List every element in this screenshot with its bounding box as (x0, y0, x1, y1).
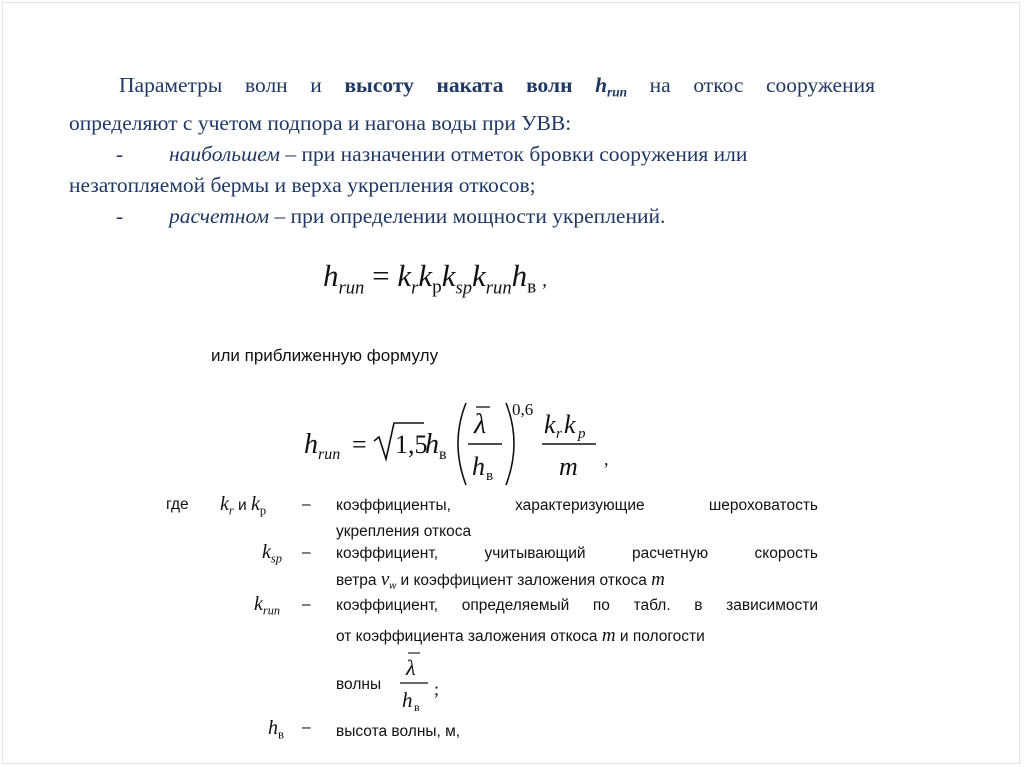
formula-symbol: k (564, 410, 576, 439)
formula-subscript: r (411, 277, 419, 299)
formula-symbol: k (472, 258, 486, 293)
text-segment: и коэффициент заложения откоса (396, 572, 652, 589)
semicolon: ; (434, 679, 440, 699)
symbol-subscript: run (262, 603, 281, 618)
bullet-2 (69, 201, 875, 232)
text-segment: и пологости (615, 628, 705, 645)
symbol-subscript: sp (270, 551, 282, 566)
formula-symbol: h (472, 452, 485, 481)
var-subscript: w (389, 580, 397, 592)
formula-subscript: в (527, 276, 537, 298)
symbol: k (262, 541, 271, 563)
formula-symbol: h (304, 429, 318, 460)
symbol-subscript: в (278, 727, 284, 742)
fraction-numerator: λ (406, 655, 416, 680)
definition-line: коэффициент, учитывающий расчетную скорость (336, 545, 818, 562)
formula-equals: = (352, 430, 367, 459)
symbol: k (251, 493, 260, 515)
bullet-term: наибольшем (169, 141, 281, 166)
formula-symbol: h (323, 258, 339, 293)
formula-symbol: k (418, 258, 433, 293)
definition-dash: – (302, 719, 311, 736)
formula-symbol: k (397, 258, 412, 293)
bullet-1 (69, 139, 875, 170)
definition-line: высота волны, м, (336, 723, 461, 740)
symbol-subscript: р (259, 503, 267, 518)
symbol: k (254, 593, 263, 615)
text-segment: Параметры волн и (119, 73, 345, 97)
bold-term: высоту наката волн (344, 73, 596, 97)
definition-line: укрепления откоса (336, 523, 472, 540)
formula-subscript: sp (455, 277, 473, 299)
formula-symbol: k (544, 410, 556, 439)
intro-paragraph (69, 70, 875, 232)
paragraph-line-2: определяют с учетом подпора и нагона воды при УВВ: (69, 110, 572, 135)
definition-symbol (268, 717, 284, 742)
definition-text (336, 593, 818, 650)
formula-exponent: 0,6 (512, 400, 534, 419)
fraction-denominator: h (402, 688, 413, 712)
text-segment: на откос сооружения (627, 73, 875, 97)
formula-symbol: m (559, 452, 578, 481)
fraction-subscript: в (414, 700, 420, 714)
bullet-dash: - (116, 141, 124, 166)
formula-comma: , (542, 270, 547, 291)
var-v: v (380, 569, 390, 590)
symbol: h (268, 717, 278, 739)
bullet-dash: - (116, 203, 124, 228)
text-segment: от коэффициента заложения откоса (336, 628, 602, 645)
h-run-subscript: run (607, 84, 628, 100)
definition-line (336, 623, 818, 650)
symbol-subscript: r (228, 503, 234, 518)
definition-dash: – (302, 544, 311, 561)
formula-subscript: run (485, 277, 512, 299)
and-word: и (233, 497, 251, 514)
symbol: k (220, 493, 229, 515)
definition-text (336, 541, 818, 599)
formula-symbol: k (441, 258, 456, 293)
formula-subscript: run (338, 277, 365, 299)
formula-subscript: в (486, 468, 494, 484)
formula-subscript: p (578, 426, 586, 442)
lambda-over-h-fraction (394, 649, 454, 715)
formula-subscript: р (432, 276, 442, 298)
definition-line: коэффициент, определяемый по табл. в зависимости (336, 597, 818, 614)
definition-symbol (220, 493, 266, 518)
text-segment: ветра (336, 572, 381, 589)
formula-subscript: run (318, 446, 341, 463)
paragraph-line-1 (69, 70, 875, 108)
h-run-symbol: h (595, 73, 608, 97)
bullet-term: расчетном (169, 203, 270, 228)
left-paren (458, 403, 466, 485)
formula-subscript: в (439, 446, 447, 463)
formula-subscript: r (556, 426, 562, 442)
bullet-text: – при назначении отметок бровки сооружения или (280, 141, 748, 166)
formula-h-run-approx (300, 393, 620, 493)
formula-comma: , (604, 449, 609, 469)
bullet-1-continuation: незатопляемой бермы и верха укрепления откосов; (69, 172, 536, 197)
definition-symbol (254, 593, 280, 618)
definition-dash: – (302, 596, 311, 613)
definition-line: коэффициенты, характеризующие шероховатость (336, 497, 818, 514)
var-m: m (651, 569, 665, 590)
definition-dash: – (302, 496, 311, 513)
formula-equals: = (364, 258, 398, 293)
definition-symbol (262, 541, 282, 566)
bullet-text: – при определении мощности укреплений. (269, 203, 666, 228)
definition-line: волны (336, 676, 382, 693)
formula-coefficient: 1,5 (395, 430, 428, 459)
where-label: где (166, 496, 189, 513)
formula-symbol: h (425, 429, 439, 460)
var-m: m (601, 625, 616, 646)
formula-h-run-product (323, 258, 547, 299)
approx-formula-label: или приближенную формулу (211, 346, 439, 365)
definition-text (336, 493, 818, 545)
formula-lambda: λ (474, 409, 487, 440)
formula-symbol: h (511, 258, 528, 293)
